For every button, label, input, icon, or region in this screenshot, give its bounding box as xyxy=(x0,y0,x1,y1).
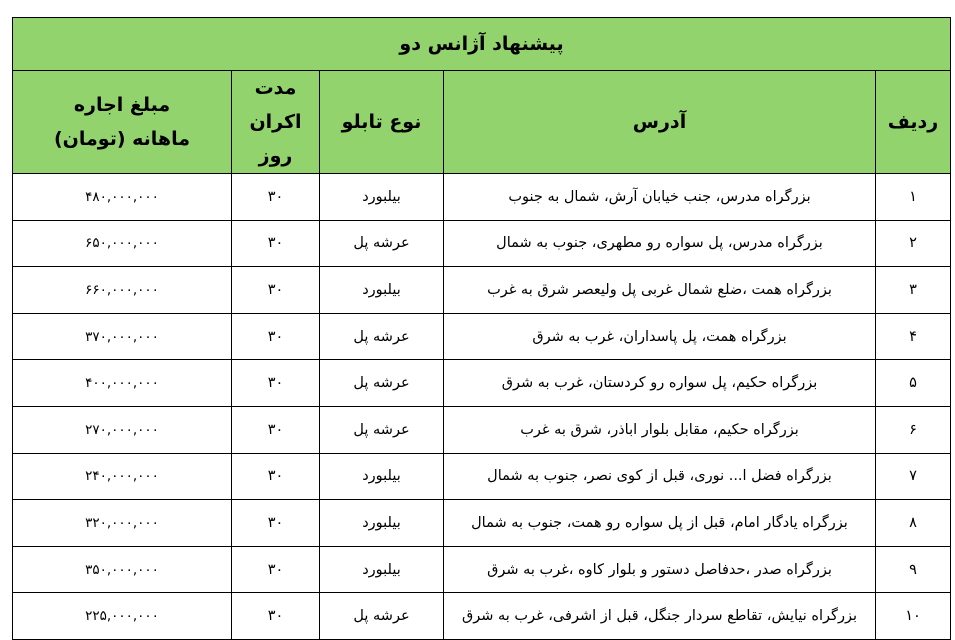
row-board-type: بیلبورد xyxy=(320,453,444,500)
title-row xyxy=(13,18,951,71)
row-address: بزرگراه صدر ،حدفاصل دستور و بلوار کاوه ،غرب به شرق xyxy=(444,546,876,593)
row-duration: ۳۰ xyxy=(232,500,320,547)
row-board-type: عرشه پل xyxy=(320,313,444,360)
row-board-type: عرشه پل xyxy=(320,406,444,453)
row-duration: ۳۰ xyxy=(232,174,320,221)
row-number: ۱۰ xyxy=(876,593,951,640)
row-duration: ۳۰ xyxy=(232,453,320,500)
header-duration xyxy=(232,71,320,174)
row-price: ۴۸۰,۰۰۰,۰۰۰ xyxy=(13,174,232,221)
header-duration-line1: مدت xyxy=(254,77,297,99)
row-duration: ۳۰ xyxy=(232,546,320,593)
row-duration: ۳۰ xyxy=(232,360,320,407)
row-address: بزرگراه مدرس، پل سواره رو مطهری، جنوب به شمال xyxy=(444,220,876,267)
row-number: ۱ xyxy=(876,174,951,221)
row-address: بزرگراه یادگار امام، قبل از پل سواره رو همت، جنوب به شمال xyxy=(444,500,876,547)
header-rent-line2: ماهانه (تومان) xyxy=(53,128,190,150)
proposal-sheet xyxy=(12,17,950,640)
row-address: بزرگراه مدرس، جنب خیابان آرش، شمال به جنوب xyxy=(444,174,876,221)
table-row xyxy=(13,593,951,640)
header-rent-line1: مبلغ اجاره xyxy=(73,94,171,116)
row-price: ۳۵۰,۰۰۰,۰۰۰ xyxy=(13,546,232,593)
table-row xyxy=(13,360,951,407)
row-duration: ۳۰ xyxy=(232,406,320,453)
row-duration: ۳۰ xyxy=(232,593,320,640)
row-price: ۲۴۰,۰۰۰,۰۰۰ xyxy=(13,453,232,500)
row-number: ۴ xyxy=(876,313,951,360)
row-number: ۲ xyxy=(876,220,951,267)
table-row xyxy=(13,453,951,500)
row-address: بزرگراه همت ،ضلع شمال غربی پل ولیعصر شرق به غرب xyxy=(444,267,876,314)
row-board-type: بیلبورد xyxy=(320,174,444,221)
header-rent xyxy=(13,71,232,174)
row-board-type: عرشه پل xyxy=(320,593,444,640)
row-price: ۳۲۰,۰۰۰,۰۰۰ xyxy=(13,500,232,547)
row-board-type: عرشه پل xyxy=(320,360,444,407)
header-row-number: ردیف xyxy=(876,71,951,174)
row-duration: ۳۰ xyxy=(232,220,320,267)
row-address: بزرگراه نیایش، تقاطع سردار جنگل، قبل از اشرفی، غرب به شرق xyxy=(444,593,876,640)
row-number: ۷ xyxy=(876,453,951,500)
table-row xyxy=(13,500,951,547)
table-row xyxy=(13,267,951,314)
row-number: ۸ xyxy=(876,500,951,547)
row-price: ۲۷۰,۰۰۰,۰۰۰ xyxy=(13,406,232,453)
header-duration-line2: اکران روز xyxy=(249,111,302,167)
row-price: ۶۶۰,۰۰۰,۰۰۰ xyxy=(13,267,232,314)
row-duration: ۳۰ xyxy=(232,267,320,314)
header-row xyxy=(13,71,951,174)
row-board-type: بیلبورد xyxy=(320,546,444,593)
table-row xyxy=(13,546,951,593)
table-title: پیشنهاد آژانس دو xyxy=(13,18,951,71)
row-number: ۳ xyxy=(876,267,951,314)
table-row xyxy=(13,313,951,360)
row-price: ۲۲۵,۰۰۰,۰۰۰ xyxy=(13,593,232,640)
row-price: ۶۵۰,۰۰۰,۰۰۰ xyxy=(13,220,232,267)
row-address: بزرگراه حکیم، مقابل بلوار اباذر، شرق به غرب xyxy=(444,406,876,453)
row-board-type: بیلبورد xyxy=(320,267,444,314)
row-number: ۵ xyxy=(876,360,951,407)
table-row xyxy=(13,406,951,453)
row-board-type: عرشه پل xyxy=(320,220,444,267)
row-address: بزرگراه حکیم، پل سواره رو کردستان، غرب به شرق xyxy=(444,360,876,407)
row-duration: ۳۰ xyxy=(232,313,320,360)
row-price: ۴۰۰,۰۰۰,۰۰۰ xyxy=(13,360,232,407)
row-number: ۶ xyxy=(876,406,951,453)
row-address: بزرگراه همت، پل پاسداران، غرب به شرق xyxy=(444,313,876,360)
row-board-type: بیلبورد xyxy=(320,500,444,547)
row-number: ۹ xyxy=(876,546,951,593)
table-row xyxy=(13,174,951,221)
header-board-type: نوع تابلو xyxy=(320,71,444,174)
table-row xyxy=(13,220,951,267)
proposal-table xyxy=(12,17,951,640)
header-address: آدرس xyxy=(444,71,876,174)
row-address: بزرگراه فضل ا... نوری، قبل از کوی نصر، جنوب به شمال xyxy=(444,453,876,500)
row-price: ۳۷۰,۰۰۰,۰۰۰ xyxy=(13,313,232,360)
